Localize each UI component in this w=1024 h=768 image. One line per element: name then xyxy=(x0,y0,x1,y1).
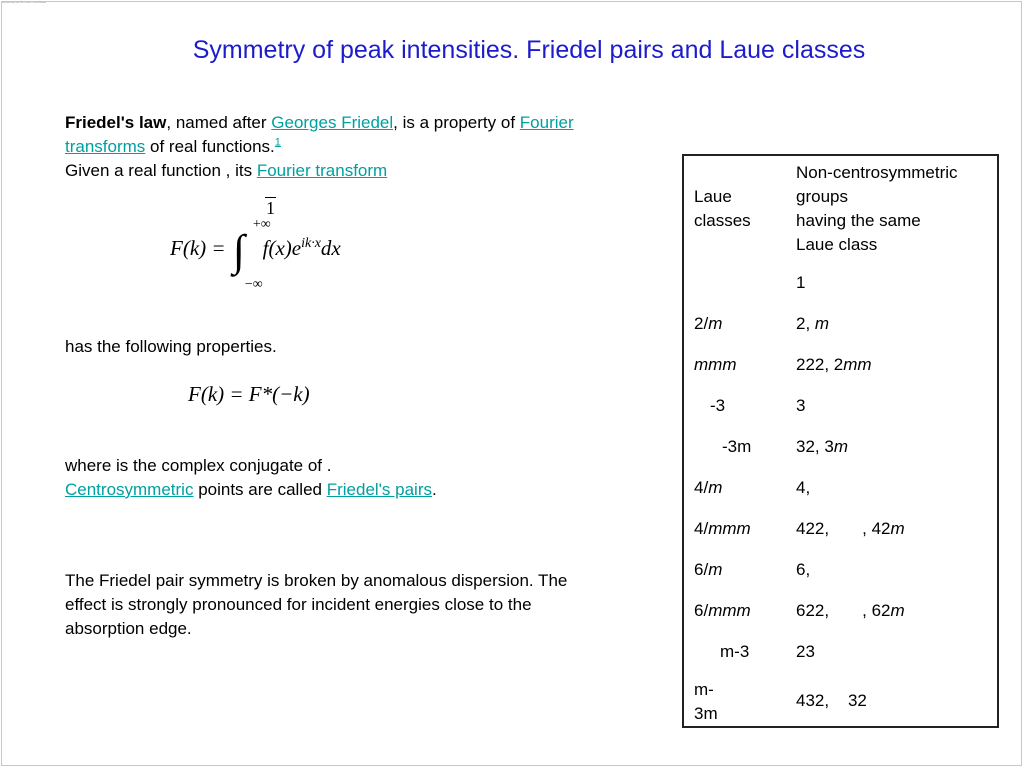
header-text: having the same xyxy=(796,211,921,230)
text-span: . xyxy=(432,480,437,499)
text-span: Given a real function , its xyxy=(65,161,257,180)
table-cell-laue xyxy=(694,517,751,541)
cell-text-italic: m xyxy=(833,437,848,456)
link-fourier-transforms-a[interactable]: Fourier xyxy=(519,113,574,132)
table-cell-laue xyxy=(694,558,722,582)
cell-text-italic: m xyxy=(708,314,723,333)
cell-text: -3 xyxy=(710,396,726,415)
conjugate-paragraph xyxy=(65,454,665,502)
cell-text: 432, 32 xyxy=(796,691,867,710)
overbar-one-label xyxy=(265,198,276,219)
formula-dx: dx xyxy=(320,236,341,260)
cell-text-italic: m xyxy=(708,478,723,497)
table-cell-laue xyxy=(710,394,725,418)
integral-upper-limit: +∞ xyxy=(252,217,271,232)
link-friedels-pairs[interactable]: Friedel's pairs xyxy=(326,480,432,499)
table-cell-groups xyxy=(796,689,867,713)
formula-integrand: f(x)e xyxy=(262,236,302,260)
table-cell-groups xyxy=(796,476,810,500)
cell-text: 6, xyxy=(796,560,811,579)
cell-text: 2, xyxy=(796,314,815,333)
cell-text: 622, , 62 xyxy=(796,601,891,620)
formula-exponent: ik·x xyxy=(301,236,321,251)
cell-text-italic: m xyxy=(890,601,905,620)
friedel-law-paragraph xyxy=(65,111,665,183)
friedel-law-formula: F(k) = F*(−k) xyxy=(188,382,310,406)
table-cell-groups xyxy=(796,517,905,541)
fourier-transform-formula xyxy=(170,217,341,292)
table-cell-groups xyxy=(796,353,872,377)
cell-text: 23 xyxy=(796,642,815,661)
table-cell-groups xyxy=(796,394,805,418)
link-fourier-transforms-b[interactable]: transforms xyxy=(65,137,146,156)
text-line: effect is strongly pronounced for incident energies close to the xyxy=(65,595,532,614)
table-cell-laue xyxy=(694,599,751,623)
header-text: Laue xyxy=(694,187,732,206)
cell-text: 3m xyxy=(694,704,718,723)
table-cell-laue xyxy=(694,312,722,336)
cell-text: 4/ xyxy=(694,478,709,497)
link-georges-friedel[interactable]: Georges Friedel xyxy=(271,113,394,132)
header-laue-classes xyxy=(694,185,751,233)
cell-text-italic: m xyxy=(708,560,723,579)
cell-text-italic: m xyxy=(890,519,905,538)
header-text: Laue class xyxy=(796,235,878,254)
cell-text: -3m xyxy=(722,437,752,456)
slide-title: Symmetry of peak intensities. Friedel pairs and Laue classes xyxy=(192,36,866,64)
cell-text: 4/ xyxy=(694,519,709,538)
table-cell-laue xyxy=(722,435,751,459)
properties-paragraph: has the following properties. xyxy=(65,337,277,356)
table-cell-laue xyxy=(694,678,718,726)
cell-text-italic: mm xyxy=(843,355,872,374)
link-centrosymmetric[interactable]: Centrosymmetric xyxy=(65,480,194,499)
cell-text: 3 xyxy=(796,396,806,415)
cell-text-italic: mmm xyxy=(694,355,737,374)
cell-text: 422, , 42 xyxy=(796,519,891,538)
table-cell-groups xyxy=(796,435,848,459)
table-cell-groups xyxy=(796,640,815,664)
cell-text: m-3 xyxy=(720,642,750,661)
text-span: where is the complex conjugate of . xyxy=(65,456,332,475)
table-cell-laue xyxy=(694,476,722,500)
cell-text: 6/ xyxy=(694,560,709,579)
formula-lhs: F(k) = xyxy=(170,236,231,260)
header-text: classes xyxy=(694,211,751,230)
table-cell-laue xyxy=(694,353,736,377)
cell-text: 1 xyxy=(796,273,806,292)
text-line: The Friedel pair symmetry is broken by anomalous dispersion. The xyxy=(65,571,568,590)
header-noncentrosymmetric-groups xyxy=(796,161,958,257)
cell-text: m- xyxy=(694,680,714,699)
cell-text: 6/ xyxy=(694,601,709,620)
cell-text-italic: m xyxy=(814,314,830,333)
cell-text: 2/ xyxy=(694,314,709,333)
footnote-link[interactable]: 1 xyxy=(274,136,281,149)
integral-lower-limit: −∞ xyxy=(244,277,263,292)
laue-classes-table xyxy=(682,154,999,728)
text-span: , named after xyxy=(166,113,272,132)
cell-text-italic: mmm xyxy=(708,601,751,620)
anomalous-dispersion-paragraph xyxy=(65,569,665,641)
cell-text: 32, 3 xyxy=(796,437,834,456)
table-cell-groups xyxy=(796,271,805,295)
text-span: of real functions. xyxy=(145,137,275,156)
cell-text-italic: mmm xyxy=(708,519,751,538)
table-cell-groups xyxy=(796,312,829,336)
text-span: points are called xyxy=(193,480,327,499)
friedel-law-term: Friedel's law xyxy=(65,113,167,132)
link-fourier-transform[interactable]: Fourier transform xyxy=(256,161,388,180)
cell-text: 222, 2 xyxy=(796,355,844,374)
header-text: Non-centrosymmetric xyxy=(796,163,958,182)
overbar-one-text: 1 xyxy=(266,198,275,218)
text-line: absorption edge. xyxy=(65,619,192,638)
header-text: groups xyxy=(796,187,848,206)
table-cell-groups xyxy=(796,599,905,623)
table-cell-laue xyxy=(720,640,749,664)
table-cell-groups xyxy=(796,558,810,582)
cell-text: 4, xyxy=(796,478,811,497)
integral-sign: ∫ +∞ −∞ xyxy=(232,217,271,292)
corner-watermark: Generated by Foxit PDF Creator © Foxit Software xyxy=(2,2,47,4)
text-span: , is a property of xyxy=(393,113,520,132)
